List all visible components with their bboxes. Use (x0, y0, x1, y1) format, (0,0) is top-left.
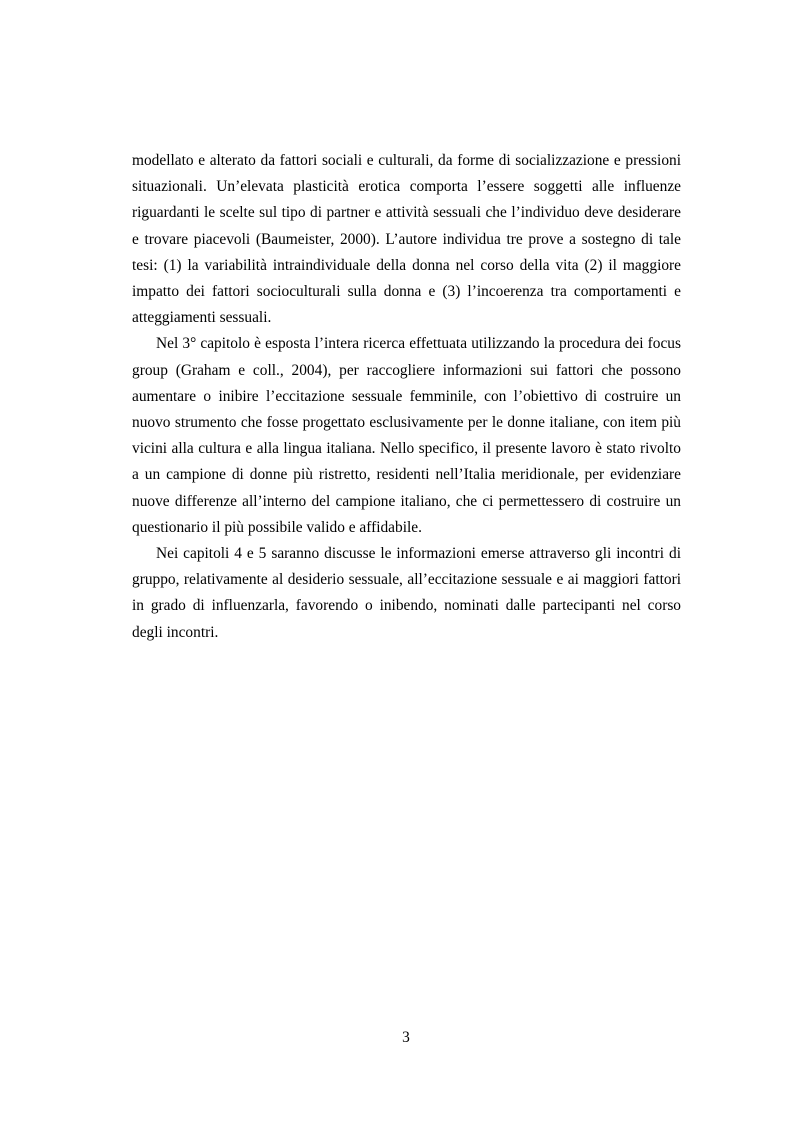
paragraph-continuation: modellato e alterato da fattori sociali e culturali, da forme di socializzazione e pressioni situazionali. Un’elevata plasticità erotica comporta l’essere soggetti alle influenze riguardanti le scelte sul tipo di partner e attività sessuali che l’individuo deve desiderare e trovare piacevoli (Baumeister, 2000). L’autore individua tre prove a sostegno di tale tesi: (1) la variabilità intraindividuale della donna nel corso della vita (2) il maggiore impatto dei fattori socioculturali sulla donna e (3) l’incoerenza tra comportamenti e atteggiamenti sessuali. (132, 152, 681, 327)
page-number: 3 (402, 1029, 410, 1046)
paragraph-chapter-3: Nel 3° capitolo è esposta l’intera ricerca effettuata utilizzando la procedura dei focus group (Graham e coll., 2004), per raccogliere informazioni sui fattori che possono aumentare o inibire l’eccitazione sessuale femminile, con l’obiettivo di costruire un nuovo strumento che fosse progettato esclusivamente per le donne italiane, con item più vicini alla cultura e alla lingua italiana. Nello specifico, il presente lavoro è stato rivolto a un campione di donne più ristretto, residenti nell’Italia meridionale, per evidenziare nuove differenze all’interno del campione italiano, che ci permettessero di costruire un questionario il più possibile valido e affidabile. (132, 335, 681, 536)
document-body (132, 148, 681, 646)
paragraph-chapters-4-5: Nei capitoli 4 e 5 saranno discusse le informazioni emerse attraverso gli incontri di gruppo, relativamente al desiderio sessuale, all’eccitazione sessuale e ai maggiori fattori in grado di influenzarla, favorendo o inibendo, nominati dalle partecipanti nel corso degli incontri. (132, 545, 681, 641)
